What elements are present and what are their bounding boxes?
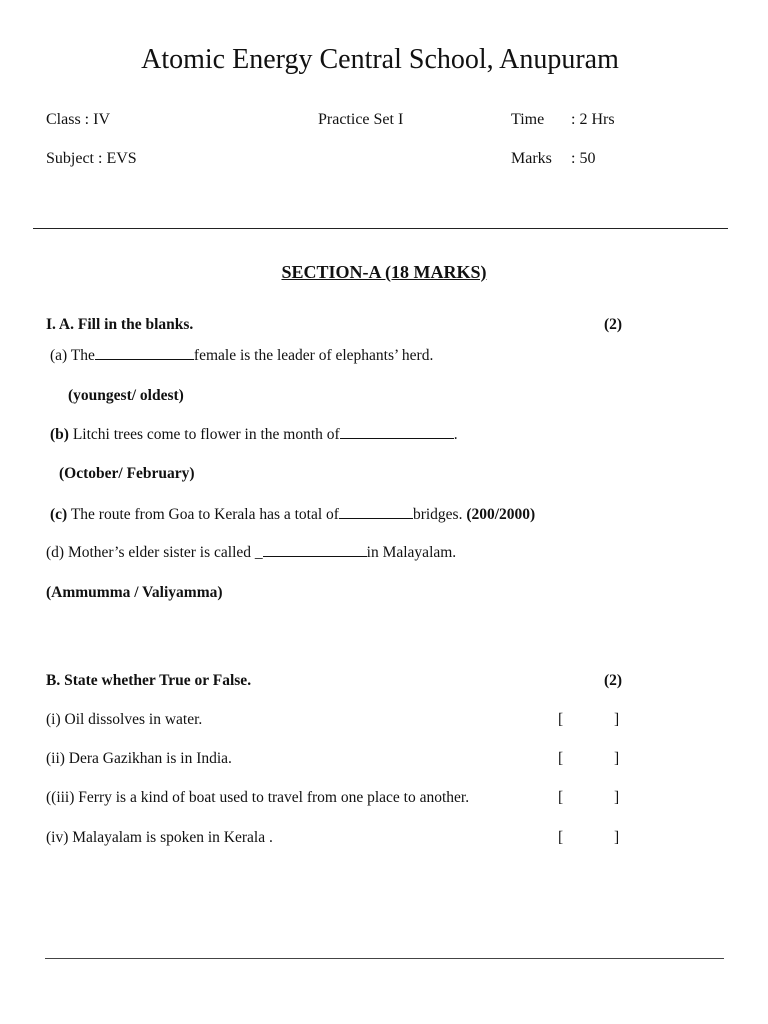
- question-c: [50, 506, 535, 524]
- question-d-after: in Malayalam.: [366, 544, 457, 561]
- question-d: [46, 544, 456, 562]
- class-label: Class : IV: [46, 111, 110, 128]
- blank-d: [263, 555, 367, 557]
- question-d-text: (d) Mother’s elder sister is called _: [46, 544, 263, 561]
- question-a: [50, 347, 433, 365]
- true-false-item-1: (i) Oil dissolves in water.: [46, 711, 203, 728]
- answer-bracket-close-4: ]: [614, 829, 620, 846]
- practice-set-label: Practice Set I: [318, 111, 404, 128]
- footer-divider: [45, 958, 724, 959]
- blank-a: [95, 358, 194, 360]
- part-b-heading: B. State whether True or False.: [46, 672, 252, 689]
- part-a-marks: (2): [604, 316, 623, 333]
- options-c: (200/2000): [466, 506, 536, 523]
- question-b: [50, 426, 458, 444]
- answer-bracket-close-2: ]: [614, 750, 620, 767]
- options-d: (Ammumma / Valiyamma): [46, 584, 223, 601]
- question-b-end: .: [453, 426, 458, 443]
- question-c-text: The route from Goa to Kerala has a total of: [70, 506, 339, 523]
- question-c-label: (c): [50, 506, 68, 523]
- subject-label: Subject : EVS: [46, 150, 137, 167]
- section-title: SECTION-A (18 MARKS): [281, 262, 487, 282]
- blank-b: [340, 437, 454, 439]
- answer-bracket-open-1: [: [558, 711, 564, 728]
- question-a-text: female is the leader of elephants’ herd.: [193, 347, 434, 364]
- question-c-after: bridges.: [412, 506, 463, 523]
- true-false-item-2: (ii) Dera Gazikhan is in India.: [46, 750, 232, 767]
- answer-bracket-open-2: [: [558, 750, 564, 767]
- header-divider: [33, 228, 728, 229]
- part-b-marks: (2): [604, 672, 623, 689]
- options-b: (October/ February): [59, 465, 195, 482]
- school-title: Atomic Energy Central School, Anupuram: [141, 44, 619, 75]
- time-label: Time: [511, 111, 545, 128]
- time-value: : 2 Hrs: [571, 111, 615, 128]
- question-b-label: (b): [50, 426, 69, 443]
- true-false-item-4: (iv) Malayalam is spoken in Kerala .: [46, 829, 273, 846]
- marks-label: Marks: [511, 150, 552, 167]
- answer-bracket-close-1: ]: [614, 711, 620, 728]
- answer-bracket-close-3: ]: [614, 789, 620, 806]
- question-b-text: Litchi trees come to flower in the month of: [72, 426, 340, 443]
- options-a: (youngest/ oldest): [68, 387, 184, 404]
- answer-bracket-open-3: [: [558, 789, 564, 806]
- question-a-label: (a) The: [50, 347, 95, 364]
- marks-value: : 50: [571, 150, 596, 167]
- answer-bracket-open-4: [: [558, 829, 564, 846]
- part-a-heading: I. A. Fill in the blanks.: [46, 316, 194, 333]
- blank-c: [339, 517, 413, 519]
- true-false-item-3: ((iii) Ferry is a kind of boat used to travel from one place to another.: [46, 789, 470, 806]
